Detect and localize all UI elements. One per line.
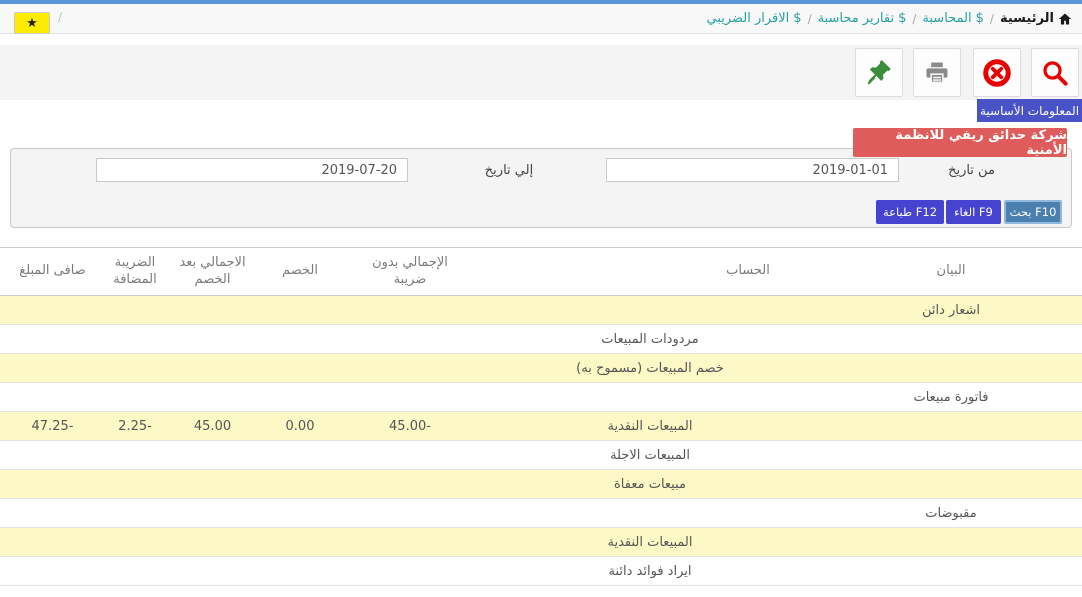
table-row[interactable]	[0, 412, 1082, 441]
cell-vat	[105, 441, 165, 470]
breadcrumb-item-accounting-reports[interactable]	[818, 11, 907, 26]
cell-bayan	[820, 470, 1082, 499]
search-icon	[1040, 58, 1070, 88]
cell-hisab: خصم المبيعات (مسموح به)	[480, 354, 820, 383]
from-date-input[interactable]	[606, 158, 899, 182]
cell-total_no_tax	[340, 528, 480, 557]
column-header-vat: الضريبة المضافة	[105, 248, 165, 296]
breadcrumb-item-label: تقارير محاسبة	[817, 11, 895, 26]
dollar-icon: $	[793, 11, 802, 26]
tax-report-table	[0, 247, 1082, 586]
from-date-label: من تاريخ	[948, 163, 995, 178]
print-f12-button[interactable]: طباعة F12	[876, 200, 944, 224]
cell-vat	[105, 499, 165, 528]
cell-vat	[105, 296, 165, 325]
cell-discount	[260, 441, 340, 470]
cell-vat	[105, 325, 165, 354]
cell-total_after	[165, 354, 260, 383]
breadcrumb-separator: /	[807, 11, 812, 26]
cell-net	[0, 296, 105, 325]
filter-panel	[10, 148, 1072, 228]
report-table-body	[0, 296, 1082, 586]
cancel-f9-button[interactable]: الغاء F9	[946, 200, 1001, 224]
search-f10-button[interactable]: بحث F10	[1004, 200, 1062, 224]
cell-bayan: اشعار دائن	[820, 296, 1082, 325]
cell-total_after	[165, 470, 260, 499]
table-header	[0, 248, 1082, 296]
cell-bayan	[820, 354, 1082, 383]
cell-bayan	[820, 441, 1082, 470]
cell-discount	[260, 528, 340, 557]
cell-total_after	[165, 528, 260, 557]
cell-discount	[260, 296, 340, 325]
dollar-icon: $	[975, 11, 984, 26]
cell-total_after	[165, 296, 260, 325]
table-row[interactable]	[0, 325, 1082, 354]
cell-total_no_tax	[340, 383, 480, 412]
table-row[interactable]	[0, 441, 1082, 470]
favorites-separator: /	[58, 10, 63, 24]
breadcrumb	[706, 4, 1072, 33]
favorite-star-button[interactable]	[14, 12, 50, 34]
cell-total_after	[165, 441, 260, 470]
column-header-total-after-discount: الاجمالي بعد الخصم	[165, 248, 260, 296]
cell-total_no_tax: 45.00-	[340, 412, 480, 441]
cell-vat	[105, 557, 165, 586]
cell-hisab: مردودات المبيعات	[480, 325, 820, 354]
breadcrumb-separator: /	[912, 11, 917, 26]
breadcrumb-bar	[0, 4, 1082, 34]
cell-bayan: فاتورة مبيعات	[820, 383, 1082, 412]
cell-total_after	[165, 557, 260, 586]
pin-icon	[864, 58, 894, 88]
pin-button[interactable]	[855, 48, 903, 97]
cell-hisab	[480, 499, 820, 528]
cell-bayan: مقبوضات	[820, 499, 1082, 528]
cell-discount: 0.00	[260, 412, 340, 441]
cell-net	[0, 557, 105, 586]
tab-basic-info[interactable]: المعلومات الأساسية	[977, 99, 1082, 122]
cell-vat	[105, 383, 165, 412]
cell-discount	[260, 499, 340, 528]
table-row[interactable]	[0, 499, 1082, 528]
cell-total_no_tax	[340, 470, 480, 499]
breadcrumb-home[interactable]	[1000, 11, 1072, 26]
column-header-discount: الخصم	[260, 248, 340, 296]
cell-vat: 2.25-	[105, 412, 165, 441]
printer-icon	[923, 59, 951, 87]
dollar-icon: $	[898, 11, 907, 26]
cell-total_no_tax	[340, 557, 480, 586]
search-button[interactable]	[1031, 48, 1079, 97]
cell-total_after	[165, 325, 260, 354]
cell-hisab: المبيعات النقدية	[480, 528, 820, 557]
cell-total_after	[165, 499, 260, 528]
column-header-net-amount: صافى المبلغ	[0, 248, 105, 296]
cell-hisab	[480, 296, 820, 325]
cell-hisab: المبيعات الاجلة	[480, 441, 820, 470]
breadcrumb-item-tax-declaration[interactable]	[706, 11, 801, 26]
cell-discount	[260, 354, 340, 383]
cell-total_after	[165, 383, 260, 412]
print-button[interactable]	[913, 48, 961, 97]
cell-net	[0, 354, 105, 383]
company-banner: شركة حدائق ريفي للانظمة الأمنية	[853, 128, 1067, 157]
cell-total_no_tax	[340, 441, 480, 470]
cancel-icon	[982, 58, 1012, 88]
to-date-input[interactable]	[96, 158, 408, 182]
cell-net	[0, 528, 105, 557]
column-header-bayan: البيان	[820, 248, 1082, 296]
cell-net: 47.25-	[0, 412, 105, 441]
cell-hisab: مبيعات معفاة	[480, 470, 820, 499]
cell-net	[0, 383, 105, 412]
cell-total_no_tax	[340, 499, 480, 528]
cell-vat	[105, 528, 165, 557]
home-icon	[1058, 12, 1072, 26]
cell-bayan	[820, 325, 1082, 354]
cell-total_after: 45.00	[165, 412, 260, 441]
breadcrumb-item-label: المحاسبة	[922, 11, 972, 26]
cell-net	[0, 499, 105, 528]
table-row[interactable]	[0, 528, 1082, 557]
cell-hisab	[480, 383, 820, 412]
cancel-button[interactable]	[973, 48, 1021, 97]
cell-net	[0, 325, 105, 354]
cell-total_no_tax	[340, 354, 480, 383]
table-row[interactable]	[0, 557, 1082, 586]
column-header-account: الحساب	[480, 248, 820, 296]
column-header-total-without-tax: الإجمالي بدون ضريبة	[340, 248, 480, 296]
table-row[interactable]	[0, 383, 1082, 412]
cell-discount	[260, 383, 340, 412]
to-date-label: إلي تاريخ	[484, 163, 534, 178]
cell-bayan	[820, 557, 1082, 586]
toolbar	[0, 45, 1082, 100]
breadcrumb-item-accounting[interactable]	[922, 11, 984, 26]
cell-net	[0, 441, 105, 470]
cell-vat	[105, 354, 165, 383]
breadcrumb-separator: /	[989, 11, 994, 26]
cell-bayan	[820, 412, 1082, 441]
cell-bayan	[820, 528, 1082, 557]
table-row[interactable]	[0, 296, 1082, 325]
star-icon: ★	[26, 15, 38, 30]
cell-total_no_tax	[340, 325, 480, 354]
cell-discount	[260, 325, 340, 354]
breadcrumb-item-label: الاقرار الضريبي	[706, 11, 790, 26]
cell-net	[0, 470, 105, 499]
cell-discount	[260, 470, 340, 499]
cell-hisab: المبيعات النقدية	[480, 412, 820, 441]
cell-total_no_tax	[340, 296, 480, 325]
table-row[interactable]	[0, 470, 1082, 499]
breadcrumb-home-label: الرئيسية	[999, 11, 1054, 26]
cell-vat	[105, 470, 165, 499]
cell-discount	[260, 557, 340, 586]
table-row[interactable]	[0, 354, 1082, 383]
cell-hisab: ايراد فوائد دائنة	[480, 557, 820, 586]
